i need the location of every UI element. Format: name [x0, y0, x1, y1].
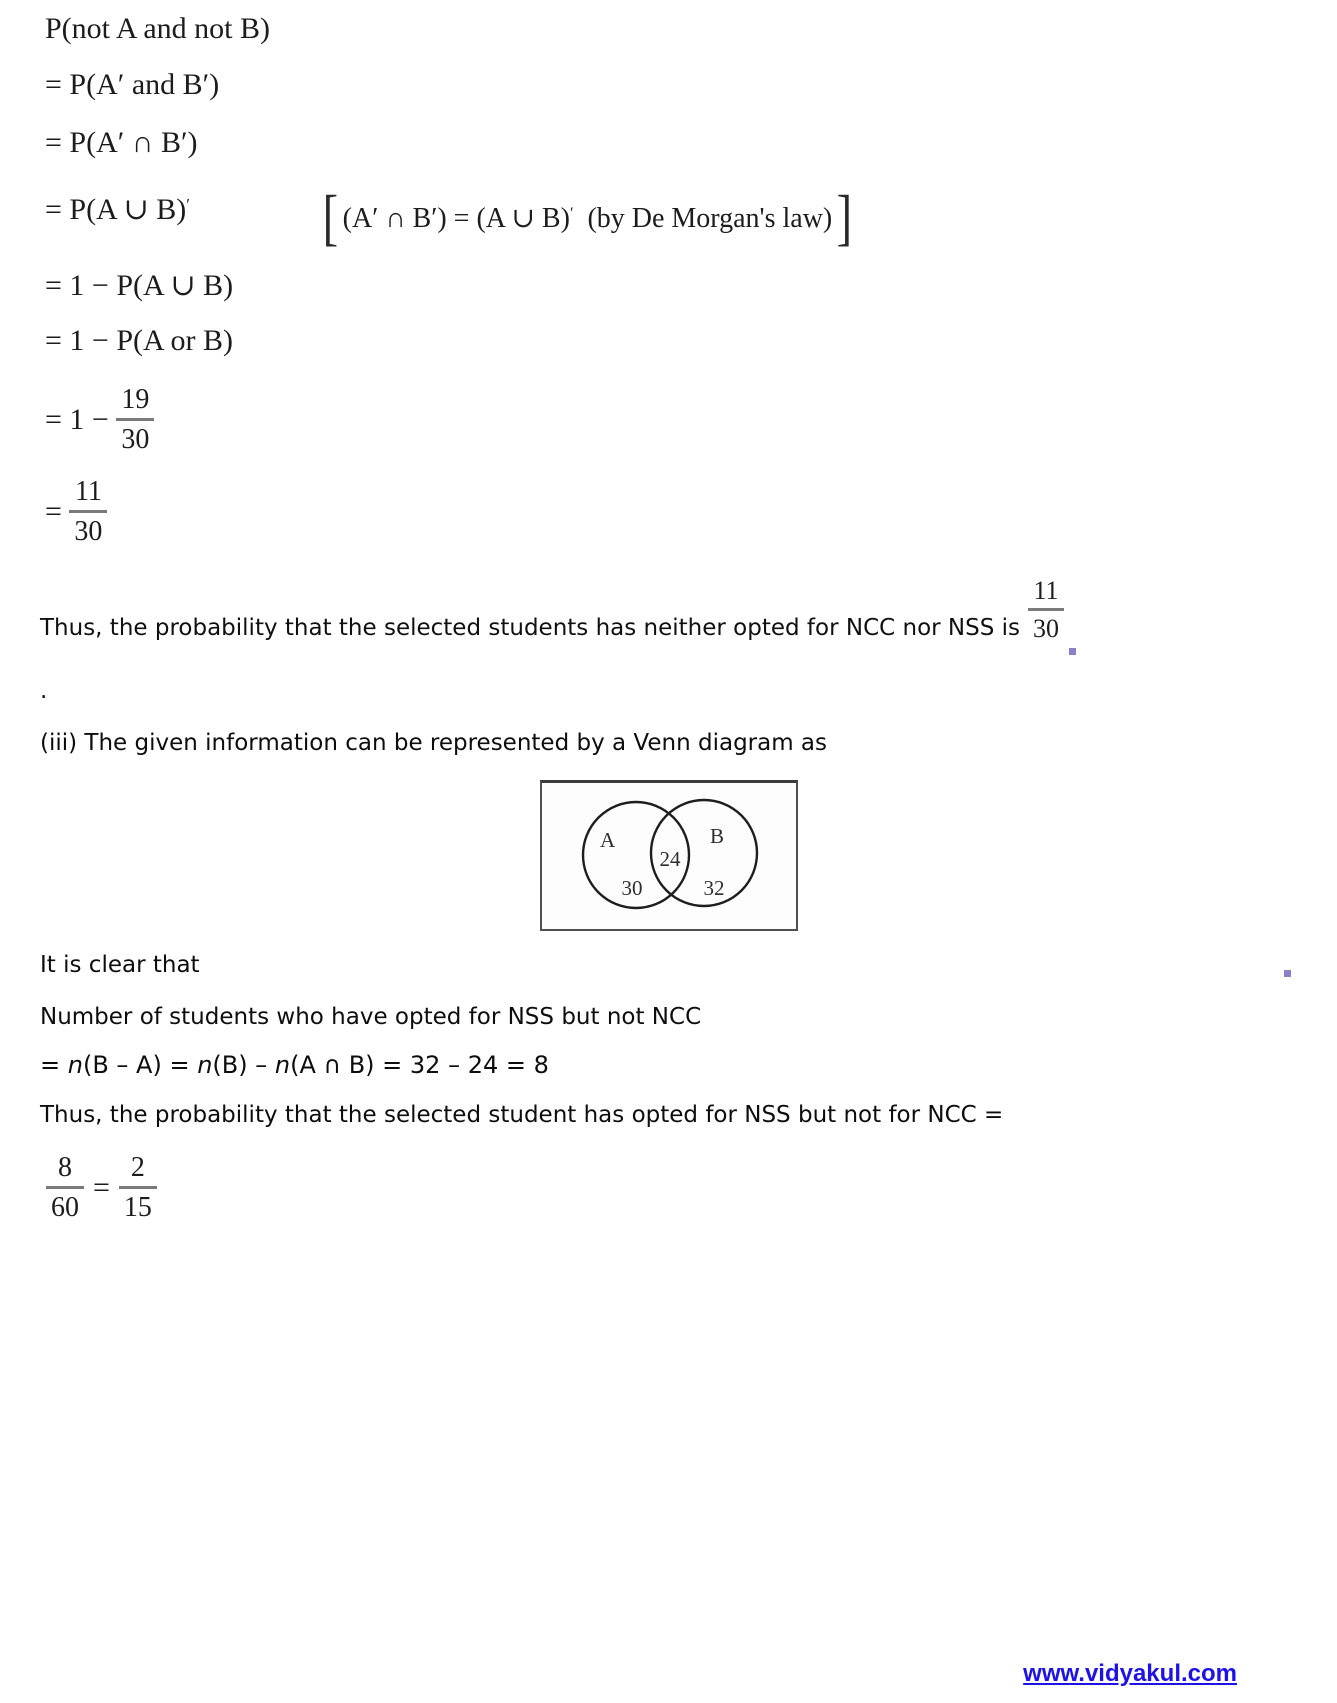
venn-diagram-svg [542, 783, 796, 929]
note-expression: (A′ ∩ B′) = (A ∪ B) [342, 203, 570, 234]
math-line-2: = P(A′ and B′) [45, 68, 220, 101]
fraction-denominator: 30 [121, 424, 150, 455]
clear-that-sentence: It is clear that [40, 952, 200, 978]
fraction-denominator: 30 [1033, 614, 1060, 643]
close-bracket: ] [836, 184, 853, 252]
equation-part: (B) – [212, 1051, 275, 1079]
fraction-numerator: 2 [119, 1152, 157, 1189]
blue-period-mark [1069, 648, 1076, 655]
final-result [46, 1152, 157, 1223]
fraction-19-30 [116, 384, 154, 455]
conclusion-nss-sentence: Thus, the probability that the selected student has opted for NSS but not for NCC = [40, 1102, 1004, 1128]
set-difference-equation [40, 1050, 549, 1080]
fraction-11-30 [69, 476, 107, 547]
fraction-numerator: 8 [46, 1152, 84, 1189]
fraction-denominator: 30 [74, 516, 103, 547]
de-morgan-note-text [341, 201, 835, 235]
variable-n: n [197, 1051, 213, 1079]
venn-label-a: A [600, 828, 616, 852]
vidyakul-footer-link[interactable]: www.vidyakul.com [1023, 1660, 1237, 1687]
equation-part: (B – A) = [82, 1051, 198, 1079]
math-line-4 [45, 192, 190, 227]
blue-period-mark [1284, 970, 1291, 977]
variable-n: n [274, 1051, 291, 1079]
math-line-8 [45, 476, 107, 547]
equals-sign: = [93, 1170, 110, 1204]
math-line-7 [45, 384, 154, 455]
fraction-denominator: 60 [51, 1192, 79, 1223]
math-line-4-main: = P(A ∪ B) [45, 193, 187, 226]
conclusion-neither-sentence [40, 576, 1076, 643]
de-morgan-note [320, 178, 855, 258]
equation-part: (A ∩ B) = 32 – 24 = 8 [290, 1051, 549, 1079]
math-line-7-prefix: = 1 − [45, 402, 117, 436]
venn-intro-sentence: (iii) The given information can be represented by a Venn diagram as [40, 730, 828, 756]
fraction-numerator: 11 [1028, 576, 1064, 611]
conclusion-neither-text: Thus, the probability that the selected students has neither opted for NCC nor NSS is [40, 615, 1021, 641]
prime-superscript: ′ [186, 195, 190, 214]
venn-count-intersection: 24 [659, 847, 681, 871]
fraction-11-30-inline [1028, 576, 1064, 643]
math-line-6: = 1 − P(A or B) [45, 324, 234, 357]
math-line-1: P(not A and not B) [45, 12, 271, 45]
venn-label-b: B [710, 824, 725, 848]
equation-part: = [40, 1051, 68, 1079]
note-law-label: (by De Morgan's law) [573, 203, 833, 234]
venn-count-b-only: 32 [703, 876, 725, 900]
fraction-2-15 [119, 1152, 157, 1223]
note-prime-superscript: ′ [569, 205, 574, 222]
open-bracket: [ [322, 184, 339, 252]
math-line-8-prefix: = [45, 494, 70, 528]
venn-count-a-only: 30 [621, 876, 643, 900]
venn-diagram [540, 780, 798, 931]
fraction-8-60 [46, 1152, 84, 1223]
nss-not-ncc-sentence: Number of students who have opted for NSS but not NCC [40, 1004, 702, 1030]
fraction-denominator: 15 [123, 1192, 152, 1223]
variable-n: n [67, 1051, 83, 1079]
fraction-numerator: 19 [116, 384, 154, 421]
stray-period: . [40, 678, 48, 704]
fraction-numerator: 11 [69, 476, 107, 513]
math-line-3: = P(A′ ∩ B′) [45, 126, 198, 159]
math-line-5: = 1 − P(A ∪ B) [45, 269, 234, 302]
